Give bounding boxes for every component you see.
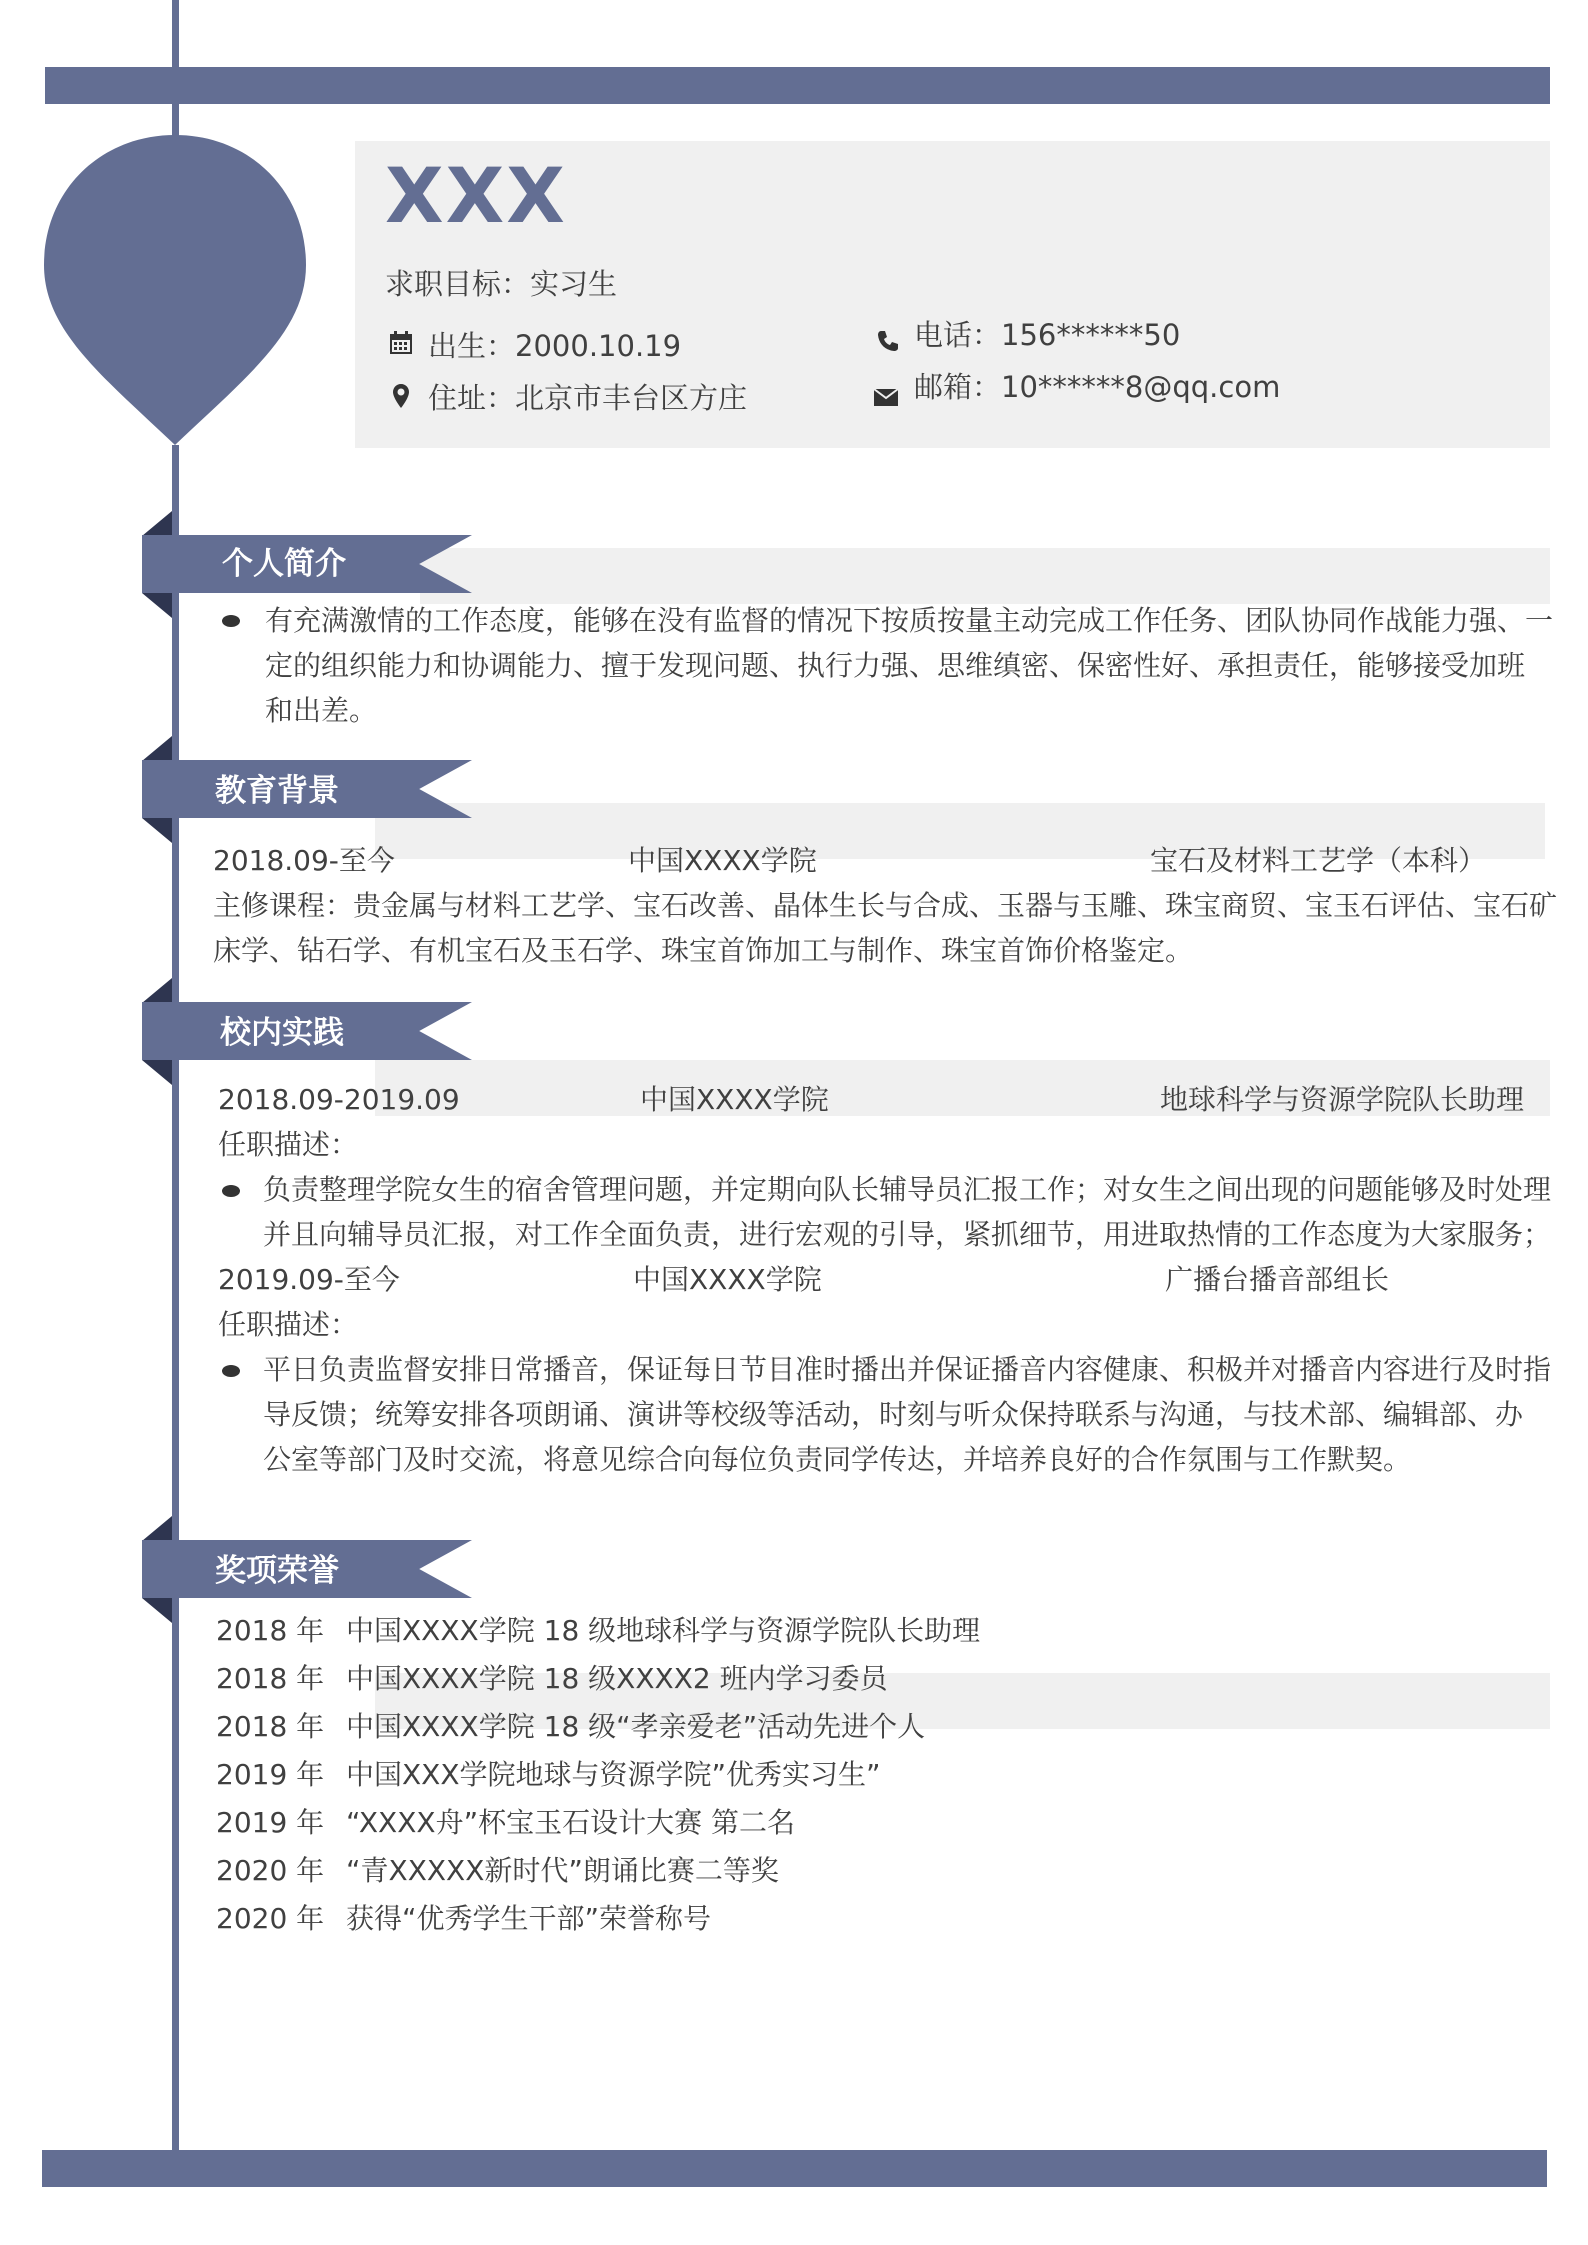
job-1-desc-line-1: 负责整理学院女生的宿舍管理问题，并定期向队长辅导员汇报工作；对女生之间出现的问题能够及时处理 — [263, 1173, 1552, 1206]
profile-line-1: 有充满激情的工作态度，能够在没有监督的情况下按质按量主动完成工作任务、团队协同作战能力强、一 — [265, 604, 1554, 637]
birth-info — [428, 324, 681, 365]
award-1-year: 2018 年 — [216, 1614, 325, 1647]
award-5-text: “XXXX舟”杯宝玉石设计大赛 第二名 — [346, 1806, 795, 1839]
awards-ribbon-fold-bottom — [142, 1598, 172, 1623]
job-2-desc-line-2: 导反馈；统筹安排各项朗诵、演讲等校级等活动，时刻与听众保持联系与沟通，与技术部、编辑部、办 — [263, 1398, 1524, 1431]
location-pin-icon — [388, 383, 414, 409]
job-2-role: 广播台播音部组长 — [1165, 1263, 1390, 1296]
award-5-year: 2019 年 — [216, 1806, 325, 1839]
award-6-text: “青XXXXX新时代”朗诵比赛二等奖 — [346, 1854, 779, 1887]
job-2-desc-line-3: 公室等部门及时交流，将意见综合向每位负责同学传达，并培养良好的合作氛围与工作默契。 — [263, 1443, 1412, 1476]
profile-line-2: 定的组织能力和协调能力、擅于发现问题、执行力强、思维缜密、保密性好、承担责任，能够接受加班 — [265, 649, 1526, 682]
calendar-icon — [388, 330, 414, 356]
job-1-role: 地球科学与资源学院队长助理 — [1160, 1083, 1525, 1116]
birth-label: 出生： — [428, 329, 516, 363]
education-ribbon-fold-top — [142, 736, 172, 761]
email-info — [914, 365, 1280, 406]
award-6-year: 2020 年 — [216, 1854, 325, 1887]
award-1-text: 中国XXXX学院 18 级地球科学与资源学院队长助理 — [346, 1614, 981, 1647]
award-3-text: 中国XXXX学院 18 级“孝亲爱老”活动先进个人 — [346, 1710, 926, 1743]
job-target — [385, 262, 617, 303]
practice-title: 校内实践 — [220, 1015, 344, 1051]
job-2-desc-label: 任职描述： — [218, 1308, 359, 1341]
education-ribbon-fold-bottom — [142, 818, 172, 843]
awards-ribbon-fold-top — [142, 1516, 172, 1541]
timeline-line — [172, 445, 179, 2150]
job-target-value: 实习生 — [530, 267, 618, 301]
birth-value: 2000.10.19 — [515, 329, 682, 363]
award-2-text: 中国XXXX学院 18 级XXXX2 班内学习委员 — [346, 1662, 888, 1695]
bottom-bar — [42, 2150, 1547, 2187]
job-1-desc-line-2: 并且向辅导员汇报，对工作全面负责，进行宏观的引导，紧抓细节，用进取热情的工作态度为大家服务； — [263, 1218, 1552, 1251]
job-target-label: 求职目标： — [385, 267, 531, 301]
profile-bullet — [222, 615, 240, 627]
email-label: 邮箱： — [914, 370, 1002, 404]
practice-ribbon-fold-bottom — [142, 1060, 172, 1085]
education-period: 2018.09-至今 — [213, 844, 395, 877]
award-7-year: 2020 年 — [216, 1902, 325, 1935]
job-2-org: 中国XXXX学院 — [633, 1263, 822, 1296]
education-courses-line-2: 床学、钻石学、有机宝石及玉石学、珠宝首饰加工与制作、珠宝首饰价格鉴定。 — [213, 934, 1194, 967]
phone-value: 156******50 — [1001, 318, 1181, 352]
education-major: 宝石及材料工艺学（本科） — [1150, 844, 1487, 877]
profile-title: 个人简介 — [222, 546, 346, 582]
job-2-bullet — [222, 1365, 240, 1377]
envelope-icon — [873, 384, 899, 410]
award-4-year: 2019 年 — [216, 1758, 325, 1791]
education-title: 教育背景 — [215, 773, 339, 809]
candidate-name: XXX — [385, 151, 567, 240]
job-1-desc-label: 任职描述： — [218, 1128, 359, 1161]
phone-label: 电话： — [914, 318, 1002, 352]
profile-ribbon-fold-top — [142, 511, 172, 536]
awards-title: 奖项荣誉 — [215, 1553, 339, 1589]
award-7-text: 获得“优秀学生干部”荣誉称号 — [346, 1902, 712, 1935]
job-1-bullet — [222, 1185, 240, 1197]
phone-info — [914, 313, 1180, 354]
award-2-year: 2018 年 — [216, 1662, 325, 1695]
job-1-org: 中国XXXX学院 — [640, 1083, 829, 1116]
top-bar — [45, 67, 1550, 104]
award-4-text: 中国XXX学院地球与资源学院”优秀实习生” — [346, 1758, 881, 1791]
phone-icon — [875, 328, 901, 354]
job-2-period: 2019.09-至今 — [218, 1263, 400, 1296]
email-value: 10******8@qq.com — [1001, 370, 1281, 404]
job-1-period: 2018.09-2019.09 — [218, 1083, 460, 1116]
education-school: 中国XXXX学院 — [628, 844, 817, 877]
profile-title-strip — [420, 548, 1550, 604]
practice-ribbon-fold-top — [142, 978, 172, 1003]
profile-line-3: 和出差。 — [265, 694, 378, 727]
balloon-ornament — [44, 135, 306, 445]
address-label: 住址： — [428, 381, 516, 415]
profile-ribbon-fold-bottom — [142, 593, 172, 618]
job-2-desc-line-1: 平日负责监督安排日常播音，保证每日节目准时播出并保证播音内容健康、积极并对播音内容进行及时指 — [263, 1353, 1552, 1386]
address-value: 北京市丰台区方庄 — [515, 381, 748, 415]
award-3-year: 2018 年 — [216, 1710, 325, 1743]
address-info — [428, 376, 747, 417]
education-courses-line-1: 主修课程：贵金属与材料工艺学、宝石改善、晶体生长与合成、玉器与玉雕、珠宝商贸、宝玉石评估、宝石矿 — [213, 889, 1558, 922]
